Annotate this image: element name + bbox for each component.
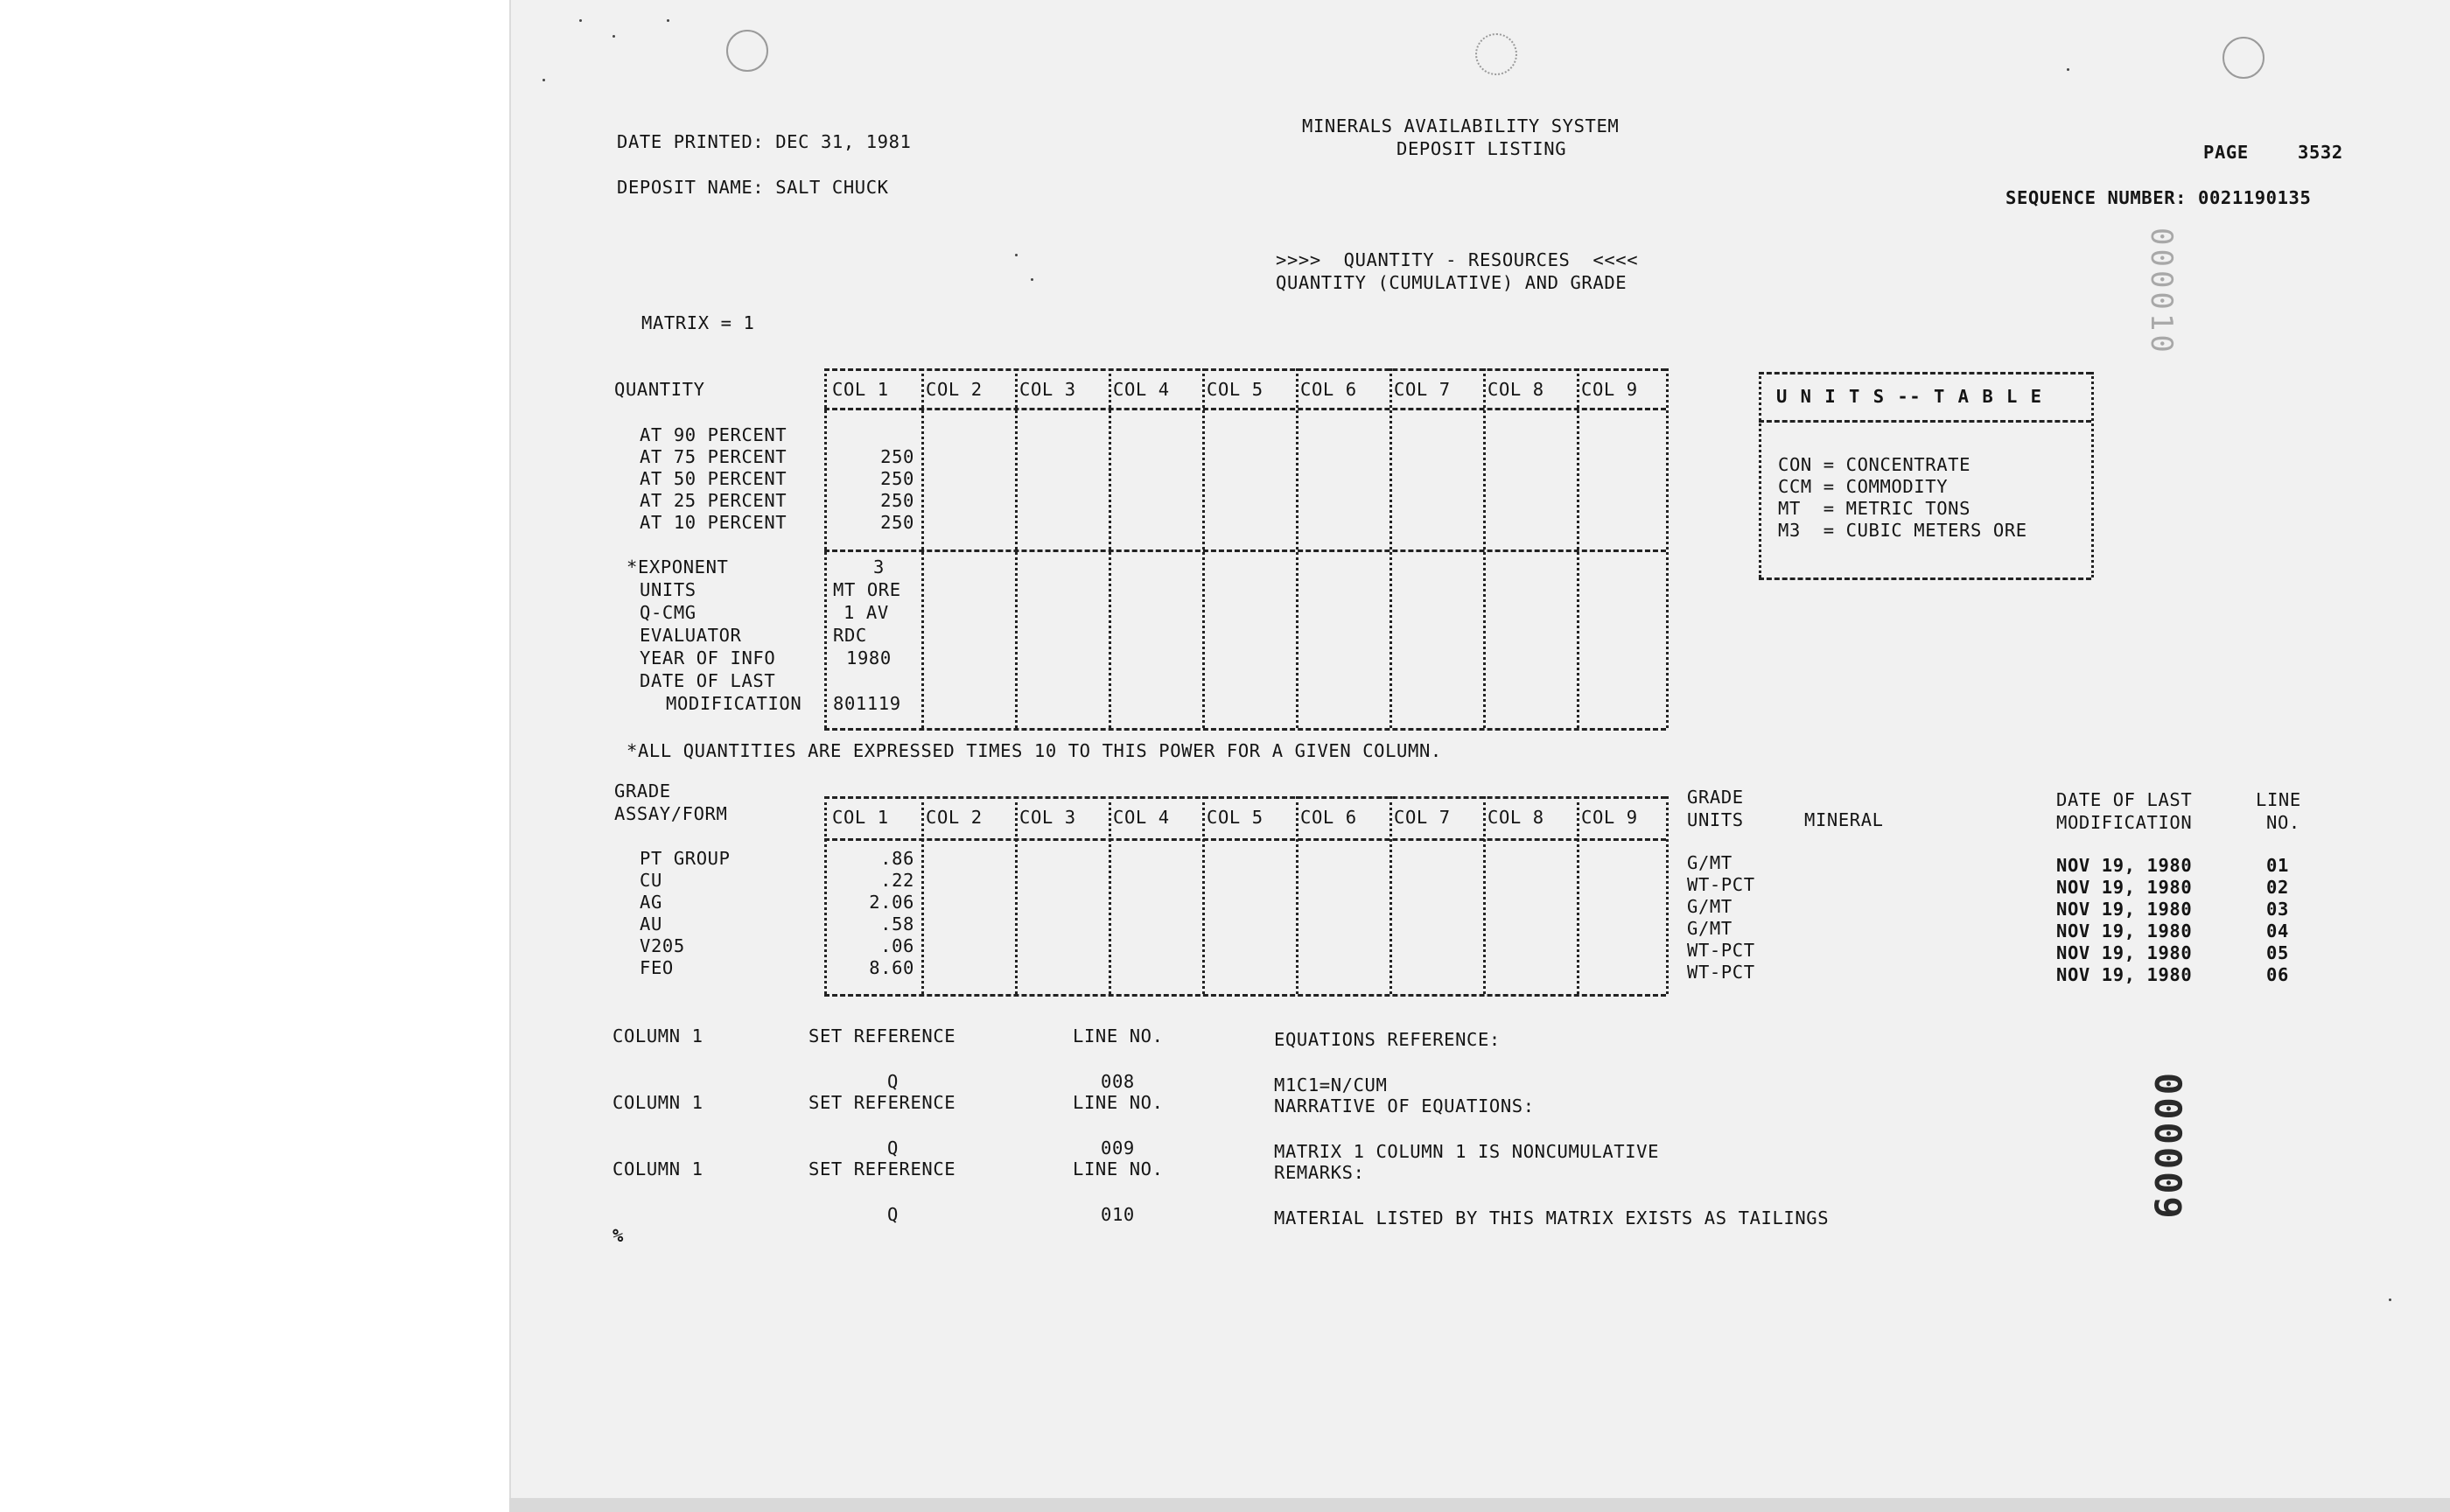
table-border	[1666, 796, 1669, 994]
scan-speck	[2067, 68, 2069, 71]
date-modified-header: MODIFICATION	[2056, 812, 2193, 833]
line-number: 03	[2266, 899, 2289, 920]
line-number: 04	[2266, 920, 2289, 942]
column-separator	[1483, 796, 1486, 994]
assay-form: CU	[640, 870, 662, 891]
attribute-value: MT ORE	[833, 579, 901, 600]
percent-row-label: AT 10 PERCENT	[640, 512, 788, 533]
line-number: 05	[2266, 942, 2289, 963]
system-title: MINERALS AVAILABILITY SYSTEM	[1302, 116, 1620, 136]
reference-topic: EQUATIONS REFERENCE:	[1274, 1029, 1501, 1050]
section-subtitle: QUANTITY (CUMULATIVE) AND GRADE	[1276, 272, 1628, 293]
attribute-value: RDC	[833, 625, 867, 646]
percent-row-label: AT 25 PERCENT	[640, 490, 788, 511]
listing-title: DEPOSIT LISTING	[1396, 138, 1567, 159]
percent-row-label: AT 75 PERCENT	[640, 446, 788, 467]
qty-column-header: COL 7	[1394, 379, 1451, 400]
qty-column-header: COL 5	[1207, 379, 1264, 400]
modification-date: NOV 19, 1980	[2056, 899, 2193, 920]
table-border	[824, 550, 1666, 552]
column-separator	[1483, 368, 1486, 728]
scan-speck	[579, 19, 582, 22]
assay-form: FEO	[640, 957, 674, 978]
page-label: PAGE	[2203, 142, 2249, 163]
line-no-label: LINE NO.	[1073, 1158, 1164, 1180]
reference-topic: REMARKS:	[1274, 1162, 1365, 1183]
scan-speck	[667, 19, 669, 22]
line-number: 01	[2266, 855, 2289, 876]
column-separator	[1109, 368, 1111, 728]
column-separator	[1296, 796, 1298, 994]
grade-column-header: COL 5	[1207, 807, 1264, 828]
scan-speck	[2389, 1298, 2391, 1301]
line-number: 06	[2266, 964, 2289, 985]
scan-speck	[542, 79, 545, 81]
section-title: >>>> QUANTITY - RESOURCES <<<<	[1276, 249, 1639, 270]
assay-form: AG	[640, 892, 662, 913]
percent-row-value: 250	[880, 468, 914, 489]
column-separator	[921, 368, 924, 728]
scan-speck	[612, 35, 615, 38]
assay-form-header: ASSAY/FORM	[614, 803, 728, 824]
table-border	[1666, 368, 1669, 728]
mineral-header: MINERAL	[1804, 809, 1884, 830]
grade-value: .06	[880, 935, 914, 956]
column-separator	[1390, 796, 1392, 994]
grade-value: 8.60	[869, 957, 914, 978]
line-number-header: NO.	[2266, 812, 2300, 833]
page-number: 3532	[2298, 142, 2343, 163]
column-separator	[1296, 368, 1298, 728]
grade-column-header: COL 3	[1019, 807, 1076, 828]
attribute-label: *EXPONENT	[626, 556, 729, 578]
attribute-label: UNITS	[640, 579, 696, 600]
percent-row-label: AT 90 PERCENT	[640, 424, 788, 445]
reference-column: COLUMN 1	[612, 1158, 704, 1180]
table-border	[824, 838, 1666, 841]
attribute-value: 1980	[846, 648, 892, 668]
line-no-label: LINE NO.	[1073, 1026, 1164, 1046]
grade-units: G/MT	[1687, 918, 1732, 939]
assay-form: V205	[640, 935, 685, 956]
exponent-footnote: *ALL QUANTITIES ARE EXPRESSED TIMES 10 TO THIS POWER FOR A GIVEN COLUMN.	[626, 740, 1442, 761]
column-separator	[1015, 368, 1018, 728]
qty-column-header: COL 1	[832, 379, 889, 400]
units-border	[2091, 372, 2094, 578]
units-entry: MT = METRIC TONS	[1778, 498, 1971, 519]
attribute-label: DATE OF LAST	[640, 670, 776, 691]
punch-hole	[726, 30, 768, 72]
units-entry: CCM = COMMODITY	[1778, 476, 1949, 497]
grade-units: WT-PCT	[1687, 962, 1755, 983]
modification-date: NOV 19, 1980	[2056, 855, 2193, 876]
reference-text: MATRIX 1 COLUMN 1 IS NONCUMULATIVE	[1274, 1141, 1660, 1162]
column-separator	[1202, 368, 1205, 728]
set-reference-label: SET REFERENCE	[808, 1158, 956, 1180]
percent-row-label: AT 50 PERCENT	[640, 468, 788, 489]
units-border	[1759, 420, 2091, 423]
quantity-header: QUANTITY	[614, 379, 705, 400]
column-separator	[1202, 796, 1205, 994]
grade-units-header: UNITS	[1687, 809, 1744, 830]
date-modified-header: DATE OF LAST	[2056, 789, 2193, 810]
grade-units-header: GRADE	[1687, 787, 1744, 808]
reference-text: M1C1=N/CUM	[1274, 1074, 1388, 1096]
attribute-value: 1 AV	[844, 602, 889, 623]
qty-column-header: COL 4	[1113, 379, 1170, 400]
reference-topic: NARRATIVE OF EQUATIONS:	[1274, 1096, 1535, 1116]
grade-column-header: COL 7	[1394, 807, 1451, 828]
grade-column-header: COL 1	[832, 807, 889, 828]
qty-column-header: COL 8	[1488, 379, 1544, 400]
percent-row-value: 250	[880, 490, 914, 511]
set-reference-value: Q	[887, 1138, 899, 1158]
end-marker: %	[612, 1225, 624, 1246]
units-border	[1759, 578, 2091, 580]
percent-row-value: 250	[880, 512, 914, 533]
set-reference-value: Q	[887, 1204, 899, 1225]
grade-column-header: COL 6	[1300, 807, 1357, 828]
line-no-value: 008	[1101, 1071, 1135, 1092]
modification-date: NOV 19, 1980	[2056, 964, 2193, 985]
table-border	[824, 796, 1666, 799]
grade-value: 2.06	[869, 892, 914, 913]
grade-column-header: COL 4	[1113, 807, 1170, 828]
attribute-label: MODIFICATION	[666, 693, 802, 714]
punch-hole	[2222, 37, 2264, 79]
reference-column: COLUMN 1	[612, 1092, 704, 1113]
modification-date: NOV 19, 1980	[2056, 920, 2193, 942]
line-number-header: LINE	[2256, 789, 2301, 810]
units-entry: M3 = CUBIC METERS ORE	[1778, 520, 2027, 541]
grade-value: .58	[880, 914, 914, 934]
page-stamp-lower: 000009	[2146, 1073, 2189, 1222]
table-border	[824, 368, 827, 728]
assay-form: AU	[640, 914, 662, 934]
grade-units: G/MT	[1687, 896, 1732, 917]
punch-hole	[1475, 33, 1517, 75]
set-reference-value: Q	[887, 1071, 899, 1092]
attribute-label: Q-CMG	[640, 602, 696, 623]
modification-date: NOV 19, 1980	[2056, 942, 2193, 963]
column-separator	[1390, 368, 1392, 728]
scan-speck	[1031, 278, 1033, 281]
grade-header: GRADE	[614, 780, 671, 802]
grade-column-header: COL 2	[926, 807, 983, 828]
set-reference-label: SET REFERENCE	[808, 1026, 956, 1046]
grade-units: G/MT	[1687, 852, 1732, 873]
grade-units: WT-PCT	[1687, 940, 1755, 961]
table-border	[824, 728, 1666, 731]
assay-form: PT GROUP	[640, 848, 731, 869]
date-printed: DATE PRINTED: DEC 31, 1981	[617, 131, 912, 152]
attribute-value: 3	[873, 556, 885, 578]
qty-column-header: COL 9	[1581, 379, 1638, 400]
reference-column: COLUMN 1	[612, 1026, 704, 1046]
attribute-label: YEAR OF INFO	[640, 648, 776, 668]
percent-row-value: 250	[880, 446, 914, 467]
page-shadow	[509, 1498, 2450, 1512]
units-border	[1759, 372, 2091, 374]
units-border	[1759, 372, 1761, 578]
column-separator	[1015, 796, 1018, 994]
modification-date: NOV 19, 1980	[2056, 877, 2193, 898]
grade-value: .22	[880, 870, 914, 891]
qty-column-header: COL 3	[1019, 379, 1076, 400]
line-no-value: 009	[1101, 1138, 1135, 1158]
line-no-label: LINE NO.	[1073, 1092, 1164, 1113]
units-entry: CON = CONCENTRATE	[1778, 454, 1971, 475]
attribute-label: EVALUATOR	[640, 625, 742, 646]
grade-column-header: COL 8	[1488, 807, 1544, 828]
qty-column-header: COL 6	[1300, 379, 1357, 400]
column-separator	[921, 796, 924, 994]
units-table-title: U N I T S -- T A B L E	[1776, 386, 2043, 407]
table-border	[824, 796, 827, 994]
table-border	[824, 408, 1666, 410]
table-border	[824, 994, 1666, 997]
sequence-number: SEQUENCE NUMBER: 0021190135	[2006, 187, 2312, 208]
set-reference-label: SET REFERENCE	[808, 1092, 956, 1113]
grade-value: .86	[880, 848, 914, 869]
column-separator	[1577, 368, 1579, 728]
page-stamp-upper: 000010	[2144, 228, 2179, 356]
grade-units: WT-PCT	[1687, 874, 1755, 895]
attribute-value: 801119	[833, 693, 901, 714]
reference-text: MATERIAL LISTED BY THIS MATRIX EXISTS AS TAILINGS	[1274, 1208, 1830, 1228]
scan-speck	[1015, 254, 1018, 256]
table-border	[824, 368, 1666, 371]
qty-column-header: COL 2	[926, 379, 983, 400]
matrix-label: MATRIX = 1	[641, 312, 755, 333]
grade-column-header: COL 9	[1581, 807, 1638, 828]
line-number: 02	[2266, 877, 2289, 898]
line-no-value: 010	[1101, 1204, 1135, 1225]
deposit-name: DEPOSIT NAME: SALT CHUCK	[617, 177, 889, 198]
column-separator	[1577, 796, 1579, 994]
column-separator	[1109, 796, 1111, 994]
